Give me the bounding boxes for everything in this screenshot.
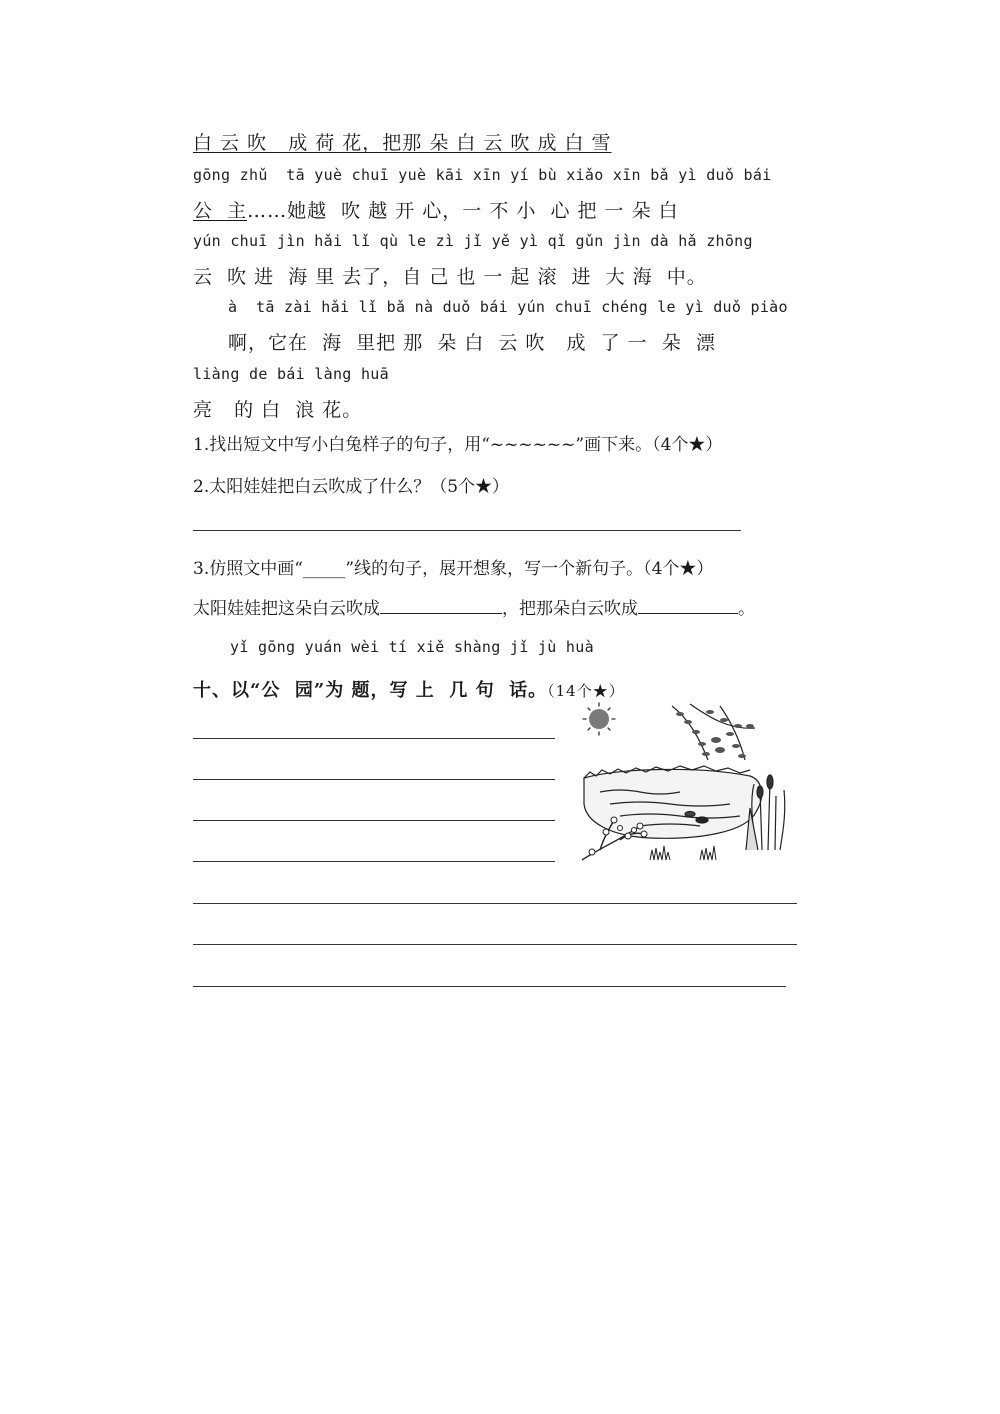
writing-line-7[interactable] bbox=[193, 986, 786, 987]
question-1: 1.找出短文中写小白兔样子的句子，用“~~~~~~”画下来。（4个★） bbox=[193, 435, 723, 455]
story-line-1: 白 云 吹 成 荷 花，把那 朵 白 云 吹 成 白 雪 bbox=[193, 132, 612, 154]
question-3-fill bbox=[193, 594, 755, 619]
writing-line-1[interactable] bbox=[193, 738, 555, 739]
fill-text-a: 太阳娃娃把这朵白云吹成 bbox=[193, 599, 380, 619]
section10-pinyin: yǐ gōng yuán wèi tí xiě shàng jǐ jù huà bbox=[230, 638, 594, 656]
story-pinyin-8: liàng de bái làng huā bbox=[193, 365, 389, 383]
fill-blank-2[interactable] bbox=[638, 595, 738, 614]
story-pinyin-6: à tā zài hǎi lǐ bǎ nà duǒ bái yún chuī chéng le yì duǒ piào bbox=[228, 298, 788, 316]
story-pinyin-2: gōng zhǔ tā yuè chuī yuè kāi xīn yí bù xiǎo xīn bǎ yì duǒ bái bbox=[193, 166, 772, 184]
park-scene-icon bbox=[580, 700, 792, 868]
section10-title-text: 十、以“公 园”为 题，写 上 几 句 话。 bbox=[193, 680, 548, 701]
fill-text-end: 。 bbox=[738, 599, 755, 619]
sun-icon bbox=[583, 703, 615, 735]
section10-stars: （14个★） bbox=[547, 682, 625, 700]
writing-line-6[interactable] bbox=[193, 944, 797, 945]
story-line-3-rest: ……她越 吹 越 开 心，一 不 小 心 把 一 朵 白 bbox=[247, 200, 679, 222]
story-line-3-underlined: 公 主 bbox=[193, 200, 248, 222]
writing-line-3[interactable] bbox=[193, 820, 555, 821]
question-2: 2.太阳娃娃把白云吹成了什么？（5个★） bbox=[193, 477, 510, 497]
fill-text-b: ，把那朵白云吹成 bbox=[502, 599, 638, 619]
question-3: 3.仿照文中画“_____”线的句子，展开想象，写一个新句子。（4个★） bbox=[193, 559, 714, 579]
writing-line-4[interactable] bbox=[193, 861, 555, 862]
writing-line-2[interactable] bbox=[193, 779, 555, 780]
story-line-7: 啊，它在 海 里把 那 朵 白 云 吹 成 了 一 朵 漂 bbox=[228, 332, 716, 354]
story-line-9: 亮 的 白 浪 花。 bbox=[193, 399, 363, 421]
section10-title bbox=[193, 676, 625, 702]
story-line-5: 云 吹 进 海 里 去了，自 己 也 一 起 滚 进 大 海 中。 bbox=[193, 266, 707, 288]
willow-tree-icon bbox=[672, 704, 755, 760]
story-line-3 bbox=[193, 196, 679, 223]
answer-line-q2[interactable] bbox=[193, 530, 741, 531]
writing-line-5[interactable] bbox=[193, 903, 797, 904]
story-pinyin-4: yún chuī jìn hǎi lǐ qù le zì jǐ yě yì qǐ gǔn jìn dà hǎ zhōng bbox=[193, 232, 753, 250]
grass-icon bbox=[650, 846, 716, 860]
fill-blank-1[interactable] bbox=[380, 595, 502, 614]
